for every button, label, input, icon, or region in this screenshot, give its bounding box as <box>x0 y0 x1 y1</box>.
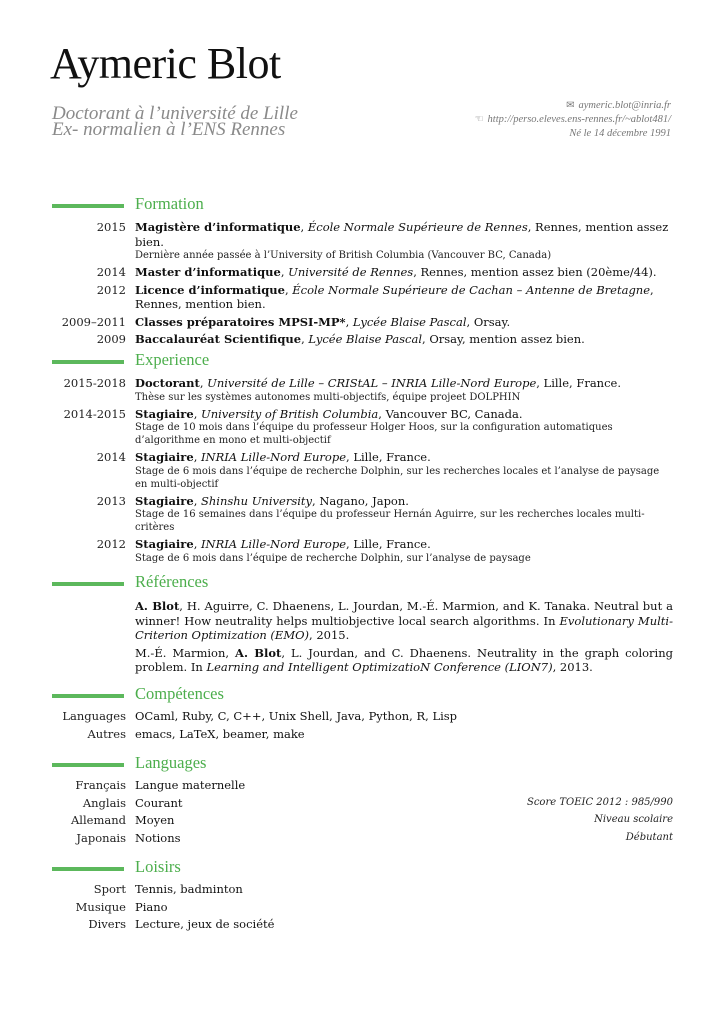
subtitle-line-1: Doctorant à l’université de Lille <box>52 103 298 124</box>
entry-note: Thèse sur les systèmes autonomes multi-objectifs, équipe projeet DOLPHIN <box>135 391 521 403</box>
degree-name: Baccalauréat Scientifique <box>135 332 302 346</box>
formation-entry <box>0 283 725 312</box>
entry-body: Doctorant, Université de Lille – CRIStAL – INRIA Lille-Nord Europe, Lille, France. Thèse sur les systèmes autonomes multi-objectifs, équipe projeet DOLPHIN <box>135 376 673 404</box>
reference-body <box>135 599 673 643</box>
loisirs-entry <box>0 882 725 897</box>
formation-entry <box>0 265 725 280</box>
reference-entry <box>0 599 725 643</box>
section-competences <box>0 684 725 744</box>
entry-value: emacs, LaTeX, beamer, make <box>135 726 305 741</box>
entry-note: Stage de 6 mois dans l’équipe de recherche Dolphin, sur les recherches locales et l’analyse de paysage en multi-objectif <box>135 465 660 490</box>
role-name: Stagiaire <box>135 450 194 464</box>
experience-entry <box>0 407 725 448</box>
entry-details: , Rennes, mention bien. <box>135 282 654 311</box>
subtitle-line-2: Ex- normalien à l’ENS Rennes <box>52 119 286 140</box>
entry-year: 2013 <box>96 493 126 508</box>
section-bar <box>52 694 124 698</box>
section-title: Formation <box>135 194 204 213</box>
school-name: Lycée Blaise Pascal <box>352 314 467 329</box>
entry-body: Stagiaire, Shinshu University, Nagano, Japon. Stage de 16 semaines dans l’équipe du professeur Hernán Aguirre, sur les recherches locales multi-critères <box>135 494 673 535</box>
entry-value: Piano <box>135 899 168 914</box>
languages-entry <box>0 813 725 828</box>
degree-name: Magistère d’informatique <box>135 220 301 234</box>
entry-details: , Lille, France. <box>346 537 431 551</box>
section-bar <box>52 582 124 586</box>
place-name: University of British Columbia <box>201 406 379 421</box>
reference-text: , H. Aguirre, C. Dhaenens, L. Jourdan, M.-É. Marmion, and K. Tanaka. Neutral but a winner! How neutrality helps multiobjective local search algorithms. In <box>135 599 673 628</box>
loisirs-list <box>0 882 725 932</box>
entry-details: , Orsay. <box>466 314 511 329</box>
entry-details: , Nagano, Japon. <box>312 493 409 508</box>
reference-entry <box>0 646 725 675</box>
entry-note: Stage de 16 semaines dans l’équipe du professeur Hernán Aguirre, sur les recherches locales multi-critères <box>135 509 645 533</box>
entry-year: 2014-2015 <box>63 406 126 421</box>
entry-note: Score TOEIC 2012 : 985/990 <box>526 796 673 808</box>
entry-label: Français <box>75 778 126 792</box>
entry-body: Master d’informatique, Université de Rennes, Rennes, mention assez bien (20ème/44). <box>135 265 657 279</box>
entry-label: Languages <box>62 709 126 723</box>
entry-note: Niveau scolaire <box>594 814 673 825</box>
entry-label: Anglais <box>82 795 126 810</box>
candidate-subtitle <box>52 103 298 140</box>
reference-text: , L. Jourdan, and C. Dhaenens. Neutrality in the graph coloring problem. In <box>135 645 673 674</box>
formation-list <box>0 220 725 347</box>
entry-label: Sport <box>93 882 126 896</box>
section-title: Compétences <box>135 684 224 703</box>
entry-body: Baccalauréat Scientifique, Lycée Blaise Pascal, Orsay, mention assez bien. <box>135 332 585 346</box>
entry-note: Débutant <box>625 831 673 843</box>
entry-label: Divers <box>88 917 126 931</box>
email-link[interactable]: aymeric.blot@inria.fr <box>578 100 671 111</box>
entry-body: Stagiaire, INRIA Lille-Nord Europe, Lille, France. Stage de 6 mois dans l’équipe de recherche Dolphin, sur l’analyse de paysage <box>135 537 673 565</box>
entry-body: Magistère d’informatique, École Normale Supérieure de Rennes, Rennes, mention assez bien. Dernière année passée à l’University of British Columbia (Vancouver BC, Canada) <box>135 220 673 262</box>
section-bar <box>52 360 124 364</box>
entry-label: Autres <box>87 726 126 741</box>
section-title: Languages <box>135 753 207 772</box>
degree-name: Master d’informatique <box>135 265 281 279</box>
school-name: École Normale Supérieure de Cachan – Antenne de Bretagne <box>292 282 651 297</box>
reference-author-bold: A. Blot <box>235 645 282 660</box>
contact-block <box>475 99 671 141</box>
entry-details: , Rennes, mention assez bien (20ème/44). <box>413 265 657 279</box>
school-name: Lycée Blaise Pascal <box>308 332 423 346</box>
experience-entry <box>0 494 725 535</box>
place-name: INRIA Lille-Nord Europe <box>201 537 347 551</box>
entry-value: Langue maternelle <box>135 778 246 792</box>
competences-entry <box>0 709 725 724</box>
entry-details: , Lille, France. <box>536 376 621 390</box>
entry-year: 2012 <box>96 537 126 551</box>
entry-details: , Lille, France. <box>346 450 431 464</box>
entry-year: 2015 <box>96 220 126 234</box>
reference-year: , 2013. <box>552 660 593 674</box>
place-name: Université de Lille – CRIStAL – INRIA Lille-Nord Europe <box>207 376 537 390</box>
section-references <box>0 572 725 678</box>
entry-year: 2012 <box>96 282 126 297</box>
experience-list <box>0 376 725 565</box>
formation-entry <box>0 332 725 347</box>
entry-year: 2014 <box>96 450 126 464</box>
competences-entry <box>0 727 725 742</box>
formation-entry <box>0 315 725 330</box>
entry-body: Classes préparatoires MPSI-MP*, Lycée Blaise Pascal, Orsay. <box>135 314 511 329</box>
entry-body: Stagiaire, University of British Columbia, Vancouver BC, Canada. Stage de 10 mois dans l’équipe du professeur Holger Hoos, sur la configuration automatiques d’algorithme en mono et multi-objectif <box>135 407 673 448</box>
section-title: Références <box>135 572 209 591</box>
entry-label: Japonais <box>76 830 126 845</box>
references-list <box>0 599 725 675</box>
place-name: INRIA Lille-Nord Europe <box>201 450 347 464</box>
entry-body: Licence d’informatique, École Normale Supérieure de Cachan – Antenne de Bretagne, Rennes, mention bien. <box>135 282 654 311</box>
experience-entry <box>0 376 725 404</box>
role-name: Stagiaire <box>135 493 194 508</box>
section-languages <box>0 753 725 848</box>
languages-entry <box>0 778 725 793</box>
section-formation <box>0 194 725 350</box>
pointing-hand-icon: ☜ <box>474 114 484 125</box>
entry-note: Stage de 10 mois dans l’équipe du professeur Holger Hoos, sur la configuration automatiques d’algorithme en mono et multi-objectif <box>135 422 613 446</box>
entry-value: Notions <box>135 830 181 845</box>
reference-venue: Learning and Intelligent OptimizatioN Conference (LION7) <box>206 660 553 674</box>
school-name: Université de Rennes <box>288 265 414 279</box>
entry-details: , Vancouver BC, Canada. <box>378 406 523 421</box>
birth-date: Né le 14 décembre 1991 <box>569 128 671 139</box>
competences-list <box>0 709 725 741</box>
section-title: Experience <box>135 350 210 369</box>
reference-year: , 2015. <box>309 628 350 642</box>
envelope-icon: ✉ <box>566 100 575 111</box>
loisirs-entry <box>0 900 725 915</box>
entry-value: Moyen <box>135 813 175 827</box>
languages-entry <box>0 831 725 846</box>
reference-venue: Evolutionary Multi-Criterion Optimization (EMO) <box>135 613 673 642</box>
section-experience <box>0 350 725 568</box>
entry-year: 2014 <box>96 265 126 279</box>
experience-entry <box>0 450 725 491</box>
entry-label: Allemand <box>71 813 126 827</box>
entry-value: OCaml, Ruby, C, C++, Unix Shell, Java, Python, R, Lisp <box>135 709 458 723</box>
reference-author-bold: A. Blot <box>135 599 180 613</box>
languages-entry <box>0 796 725 811</box>
entry-year: 2009 <box>96 332 126 346</box>
section-bar <box>52 763 124 767</box>
section-loisirs <box>0 857 725 935</box>
loisirs-entry <box>0 917 725 932</box>
degree-name: Classes préparatoires MPSI-MP* <box>135 314 346 329</box>
entry-value: Tennis, badminton <box>135 882 243 896</box>
entry-year: 2015-2018 <box>63 376 126 390</box>
section-bar <box>52 204 124 208</box>
role-name: Stagiaire <box>135 537 194 551</box>
entry-details: , Orsay, mention assez bien. <box>422 332 585 346</box>
reference-authors-pre: M.-É. Marmion, <box>135 645 236 660</box>
entry-label: Musique <box>75 899 126 914</box>
degree-name: Licence d’informatique <box>135 282 285 297</box>
entry-details: , Rennes, mention assez bien. <box>135 220 669 249</box>
section-bar <box>52 867 124 871</box>
entry-year: 2009–2011 <box>61 314 126 329</box>
role-name: Doctorant <box>135 376 200 390</box>
experience-entry <box>0 537 725 565</box>
section-title: Loisirs <box>135 857 181 876</box>
languages-list <box>0 778 725 845</box>
entry-note: Dernière année passée à l’University of British Columbia (Vancouver BC, Canada) <box>135 250 552 261</box>
website-link[interactable]: http://perso.eleves.ens-rennes.fr/~ablot481/ <box>487 114 671 125</box>
role-name: Stagiaire <box>135 406 194 421</box>
school-name: École Normale Supérieure de Rennes <box>307 220 528 234</box>
entry-value: Lecture, jeux de société <box>135 917 275 931</box>
place-name: Shinshu University <box>201 493 313 508</box>
reference-body <box>135 646 673 675</box>
candidate-name: Aymeric Blot <box>50 39 281 88</box>
entry-body: Stagiaire, INRIA Lille-Nord Europe, Lille, France. Stage de 6 mois dans l’équipe de recherche Dolphin, sur les recherches locales et l’analyse de paysage en multi-objectif <box>135 450 673 491</box>
entry-note: Stage de 6 mois dans l’équipe de recherche Dolphin, sur l’analyse de paysage <box>135 552 531 564</box>
entry-value: Courant <box>135 795 183 810</box>
formation-entry <box>0 220 725 262</box>
